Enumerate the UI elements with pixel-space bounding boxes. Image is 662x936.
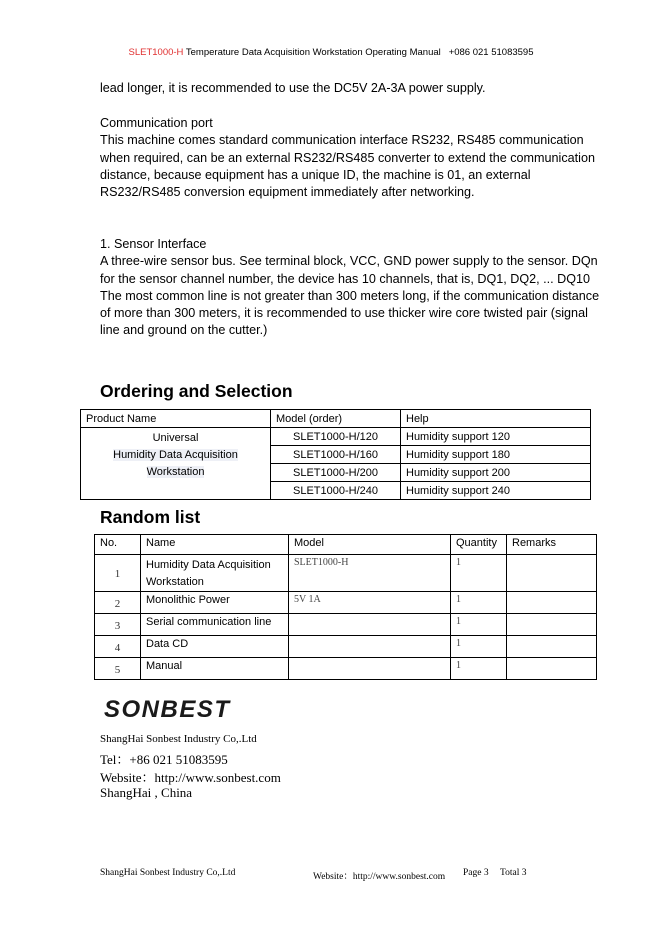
- help-cell: Humidity support 180: [401, 446, 591, 464]
- company-tel: Tel：+86 021 51083595: [100, 752, 228, 767]
- help-cell: Humidity support 200: [401, 464, 591, 482]
- sensor-body-1: A three-wire sensor bus. See terminal block, VCC, GND power supply to the sensor. DQn for the sensor channel number, the device has 10 channels, that is, DQ1, DQ2, ... DQ10: [100, 254, 598, 286]
- ordering-heading: Ordering and Selection: [100, 381, 293, 401]
- model-cell: SLET1000-H/200: [271, 464, 401, 482]
- company-website: Website：http://www.sonbest.com: [100, 770, 281, 785]
- product-name-line: Workstation: [146, 466, 205, 478]
- column-header: Quantity: [451, 535, 507, 555]
- item-remarks: [507, 636, 597, 658]
- intro-text: lead longer, it is recommended to use the DC5V 2A-3A power supply.: [100, 81, 486, 95]
- item-quantity: 1: [451, 658, 507, 680]
- item-name: Data CD: [141, 636, 289, 658]
- footer-page: Page 3: [463, 868, 489, 878]
- footer-website: Website：http://www.sonbest.com: [313, 872, 446, 882]
- table-row: [95, 555, 597, 592]
- item-name: Manual: [141, 658, 289, 680]
- column-header: Remarks: [507, 535, 597, 555]
- communication-body: This machine comes standard communication interface RS232, RS485 communication when required, can be an external RS232/RS485 converter to extend the communication distance, because equipment has a unique ID, the machine is 01, an external RS232/RS485 conversion equipment immediately after networking.: [100, 133, 595, 200]
- model-cell: SLET1000-H/120: [271, 428, 401, 446]
- random-list-heading: Random list: [100, 507, 201, 527]
- sensor-body-2: The most common line is not greater than 300 meters long, if the communication distance of more than 300 meters, it is recommended to use thicker wire core twisted pair (signal line and ground on the cutter.): [100, 288, 600, 338]
- header-title: Temperature Data Acquisition Workstation Operating Manual: [183, 47, 441, 58]
- table-row: [81, 428, 591, 446]
- item-remarks: [507, 658, 597, 680]
- company-name: ShangHai Sonbest Industry Co,.Ltd: [100, 733, 257, 745]
- product-name-line: Universal: [152, 432, 199, 444]
- help-cell: Humidity support 240: [401, 482, 591, 500]
- item-name: Monolithic Power: [141, 592, 289, 614]
- item-name: Humidity Data Acquisition Workstation: [141, 555, 289, 592]
- item-model: [289, 636, 451, 658]
- footer-company: ShangHai Sonbest Industry Co,.Ltd: [100, 868, 236, 878]
- column-header: Model (order): [271, 410, 401, 428]
- sensor-heading: 1. Sensor Interface: [100, 237, 207, 251]
- item-quantity: 1: [451, 592, 507, 614]
- table-row: [95, 658, 597, 680]
- footer-total: Total 3: [500, 868, 527, 878]
- column-header: Name: [141, 535, 289, 555]
- communication-heading: Communication port: [100, 116, 213, 130]
- table-row: [95, 592, 597, 614]
- product-name-line: Humidity Data Acquisition: [113, 449, 238, 461]
- model-cell: SLET1000-H/240: [271, 482, 401, 500]
- item-remarks: [507, 555, 597, 592]
- model-cell: SLET1000-H/160: [271, 446, 401, 464]
- item-model: [289, 614, 451, 636]
- intro-paragraph: [100, 80, 600, 97]
- sensor-section: [100, 236, 605, 340]
- row-number: 3: [95, 614, 141, 636]
- page-header: [0, 47, 662, 58]
- communication-section: [100, 115, 600, 201]
- help-cell: Humidity support 120: [401, 428, 591, 446]
- column-header: Help: [401, 410, 591, 428]
- ordering-table: [80, 409, 591, 500]
- product-name-cell: [81, 428, 271, 500]
- header-model: SLET1000-H: [128, 47, 184, 58]
- row-number: 2: [95, 592, 141, 614]
- item-remarks: [507, 614, 597, 636]
- column-header: Model: [289, 535, 451, 555]
- company-location: ShangHai , China: [100, 785, 193, 800]
- table-row: [95, 636, 597, 658]
- column-header: No.: [95, 535, 141, 555]
- item-quantity: 1: [451, 555, 507, 592]
- random-list-header-row: [95, 535, 597, 555]
- random-list-table: [94, 534, 597, 680]
- item-model: 5V 1A: [289, 592, 451, 614]
- item-model: [289, 658, 451, 680]
- row-number: 5: [95, 658, 141, 680]
- item-name: Serial communication line: [141, 614, 289, 636]
- header-phone: +086 021 51083595: [448, 47, 534, 58]
- item-quantity: 1: [451, 636, 507, 658]
- column-header: Product Name: [81, 410, 271, 428]
- ordering-header-row: [81, 410, 591, 428]
- item-quantity: 1: [451, 614, 507, 636]
- row-number: 4: [95, 636, 141, 658]
- row-number: 1: [95, 555, 141, 592]
- table-row: [95, 614, 597, 636]
- item-model: SLET1000-H: [289, 555, 451, 592]
- sonbest-logo: SONBEST: [104, 696, 231, 723]
- item-remarks: [507, 592, 597, 614]
